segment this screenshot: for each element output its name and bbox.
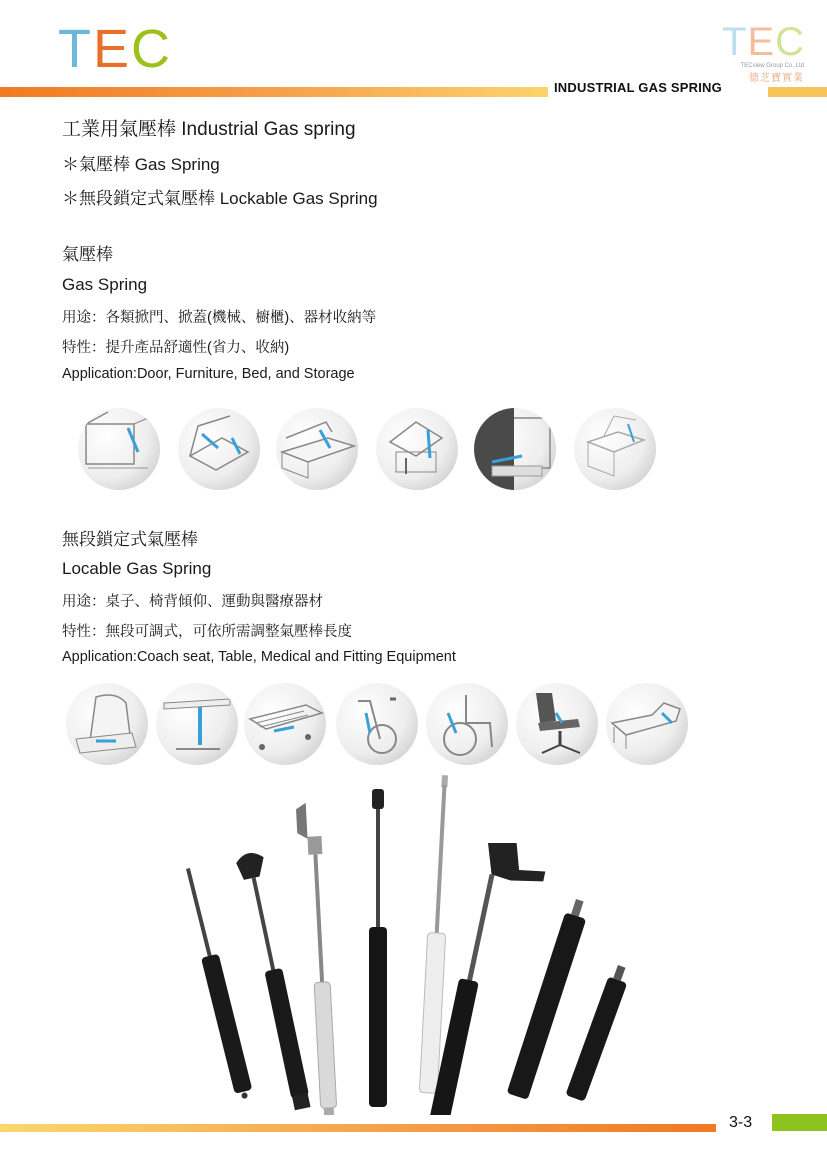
machine-cover-application-photo (376, 408, 458, 490)
adjustable-bed-application-photo (606, 683, 688, 765)
coach-seat-application-photo (66, 683, 148, 765)
intro-item-gas-spring: ＊氣壓棒 Gas Spring (62, 155, 220, 174)
lockable-usage: 用途：桌子、椅背傾仰、運動與醫療器材 (62, 594, 323, 610)
tec-logo: TEC (58, 19, 173, 79)
page-title: 工業用氣壓棒 Industrial Gas spring (62, 119, 356, 140)
tecview-company-name: TECview Group Co.,Ltd (740, 63, 804, 69)
gas-spring-products-photo (170, 765, 640, 1115)
tecview-chinese-name: 德芝寶實業 (749, 73, 804, 84)
gas-spring-usage: 用途：各類掀門、掀蓋(機械、櫥櫃)、器材收納等 (62, 310, 377, 326)
tecview-logo: TEC TECview Group Co.,Ltd 德芝寶實業 (722, 20, 806, 84)
gas-spring-product-8 (565, 963, 632, 1101)
wheelchair-application-photo (426, 683, 508, 765)
storage-box-application-photo (574, 408, 656, 490)
lockable-heading-cn: 無段鎖定式氣壓棒 (62, 530, 198, 549)
header-color-bar-right (768, 87, 827, 97)
lockable-application: Application:Coach seat, Table, Medical and Fitting Equipment (62, 649, 456, 665)
section-tag: INDUSTRIAL GAS SPRING (554, 80, 722, 95)
gas-spring-product-1 (179, 866, 254, 1100)
table-application-photo (156, 683, 238, 765)
lockable-application-photos (66, 683, 696, 769)
footer-green-block (772, 1114, 827, 1131)
gas-spring-heading-cn: 氣壓棒 (62, 245, 113, 264)
pantry-door-application-photo (474, 408, 556, 490)
lockable-heading-en: Locable Gas Spring (62, 559, 212, 578)
office-chair-application-photo (516, 683, 598, 765)
lockable-feature: 特性：無段可調式，可依所需調整氣壓棒長度 (62, 624, 352, 640)
door-application-photo (78, 408, 160, 490)
gas-spring-heading-en: Gas Spring (62, 275, 148, 294)
bed-storage-application-photo (276, 408, 358, 490)
gas-spring-application-photos (74, 408, 664, 494)
footer-color-bar (0, 1124, 716, 1132)
header-color-bar (0, 87, 548, 97)
exercise-bike-application-photo (336, 683, 418, 765)
page-number: 3-3 (729, 1114, 753, 1131)
gas-spring-feature: 特性：提升產品舒適性(省力、收納) (62, 340, 290, 356)
gas-spring-application: Application:Door, Furniture, Bed, and Storage (62, 366, 355, 382)
intro-item-lockable-gas-spring: ＊無段鎖定式氣壓棒 Lockable Gas Spring (62, 189, 378, 208)
medical-bed-application-photo (244, 683, 326, 765)
cabinet-lid-application-photo (178, 408, 260, 490)
gas-spring-product-4 (369, 789, 387, 1107)
